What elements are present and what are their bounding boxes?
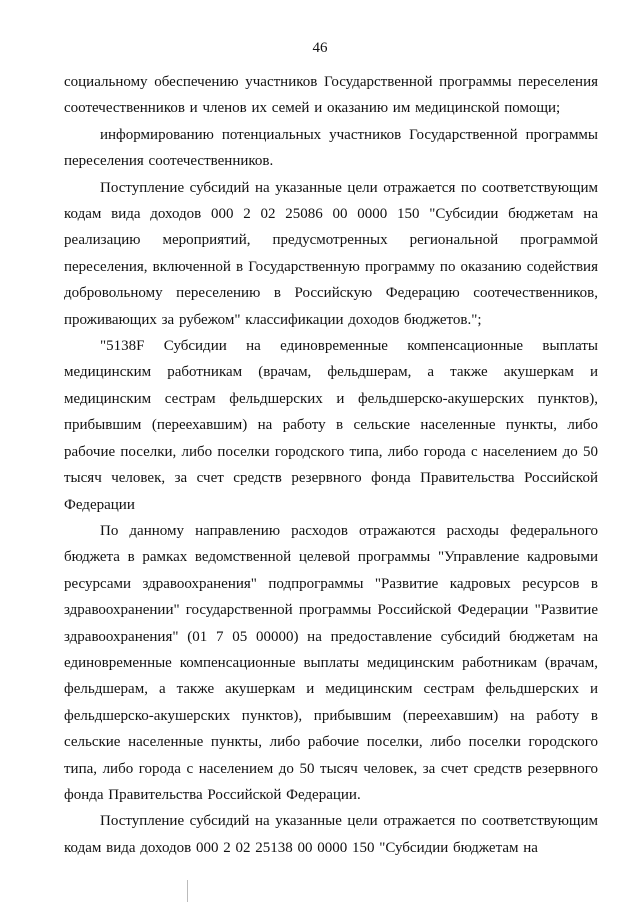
paragraph: информированию потенциальных участников Государственной программы переселения соотечественников. — [64, 126, 598, 170]
document-body — [64, 69, 598, 861]
scan-artifact-line — [187, 880, 188, 902]
paragraph: "5138F Субсидии на единовременные компенсационные выплаты медицинским работникам (врачам, фельдшерам, а также акушеркам и медицинским сестрам фельдшерских и фельдшерско-акушерских пунктов), прибывшим (переехавшим) на работу в сельские населенные пункты, либо рабочие поселки, либо поселки городского типа, либо города с населением до 50 тысяч человек, за счет средств резервного фонда Правительства Российской Федерации — [64, 338, 598, 513]
paragraph: Поступление субсидий на указанные цели отражается по соответствующим кодам вида доходов 000 2 02 25086 00 0000 150 "Субсидии бюджетам на реализацию мероприятий, предусмотренных региональной программой переселения, включенной в Государственную программу по оказанию содействия добровольному переселению в Российскую Федерацию соотечественников, проживающих за рубежом" классификации доходов бюджетов."; — [64, 179, 598, 328]
paragraph: По данному направлению расходов отражаются расходы федерального бюджета в рамках ведомственной целевой программы "Управление кадровыми ресурсами здравоохранения" подпрограммы "Развитие кадровых ресурсов в здравоохранении" государственной программы Российской Федерации "Развитие здравоохранения" (01 7 05 00000) на предоставление субсидий бюджетам на единовременные компенсационные выплаты медицинским работникам (врачам, фельдшерам, а также акушеркам и медицинским сестрам фельдшерских и фельдшерско-акушерских пунктов), прибывшим (переехавшим) на работу в сельские населенные пункты, либо рабочие поселки, либо поселки городского типа, либо города с населением до 50 тысяч человек, за счет средств резервного фонда Правительства Российской Федерации. — [64, 522, 598, 803]
paragraph-continuation: социальному обеспечению участников Государственной программы переселения соотечественников и членов их семей и оказанию им медицинской помощи; — [64, 74, 598, 117]
paragraph: Поступление субсидий на указанные цели отражается по соответствующим кодам вида доходов 000 2 02 25138 00 0000 150 "Субсидии бюджетам на — [64, 813, 598, 856]
page-number: 46 — [312, 40, 328, 56]
